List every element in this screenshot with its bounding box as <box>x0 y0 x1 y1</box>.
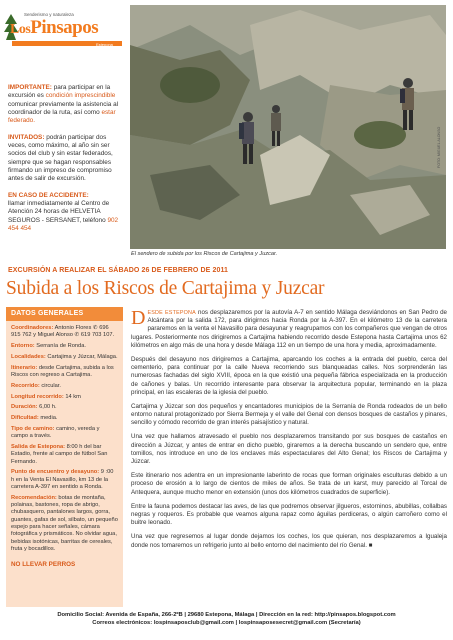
accident-text: llamar inmediatamente al Centro de Atención 24 horas de HELVETIA SEGUROS - SERSANET, teléfono <box>8 199 110 224</box>
important-note <box>8 84 126 126</box>
row-key: Punto de encuentro y desayuno: <box>11 469 100 476</box>
row-value: 8:00 h del bar Estadio, frente al campo de fútbol San Fernando. <box>11 444 108 465</box>
general-row <box>11 426 118 441</box>
row-value: Serranía de Ronda. <box>36 343 86 350</box>
row-key: Recomendación: <box>11 494 57 501</box>
article-paragraph: Cartajima y Júzcar son dos pequeños y encantadores municipios de la Serranía de Ronda rodeados de un bello entorno natural protagonizado por Sierra Bermeja y el valle del Genal con densos bosques de castaños y pinares, sencillo y cómodo recorrido de gran interés paisajístico y natural. <box>131 402 447 427</box>
photo-credit: FOTO: MIGUEL ALONSO <box>437 126 441 168</box>
row-value: 9 :00 h en la Venta El Navasillo, km 13 de la carretera A-397 en sentido a Ronda. <box>11 469 114 491</box>
row-value: media. <box>40 415 58 422</box>
club-place: Estepona <box>96 42 113 47</box>
club-logo <box>4 8 124 78</box>
article-paragraph: Una vez que hallamos atravesado el pueblo nos desplazaremos transitando por sus bosques de castaños en dirección a Júzcar, y antes de entrar en dicho pueblo, giraremos a la derecha buscando un sendero que, entre tomillos, nos introduce en uno de los enclaves más espectaculares del Alto Genal; los Riscos de Cartajima y Júzcar. <box>131 433 447 465</box>
important-highlight: condición imprescindible <box>45 92 116 100</box>
row-value: botas de montaña, polainas, bastones, ropa de abrigo, chubasquero, pantalones largos, gorra, guantes, gafas de sol, silbato, un pequeño espejo para hacer señales, cámara fotográfica y prismáticos. No olvidar agua, bebidas isotónicas, barritas de cereales, fruta y bocadillos. <box>11 494 118 552</box>
row-value: 14 km <box>65 393 81 400</box>
general-data-header: DATOS GENERALES <box>6 307 123 321</box>
general-data-box <box>6 307 123 607</box>
general-row <box>11 495 118 553</box>
club-name <box>10 17 98 39</box>
row-key: Itinerario: <box>11 364 38 371</box>
guests-note <box>8 134 126 184</box>
article-paragraph: Este itinerario nos adentra en un impresionante laberinto de rocas que forman originales esculturas debido a un proceso de erosión a lo largo de cientos de miles de años. Se trata de un karst, muy parecido al Torcal de Antequera, aunque mucho menor en extensión (unos dos kilómetros cuadrados de superficie). <box>131 472 447 496</box>
row-key: Tipo de camino: <box>11 425 55 432</box>
excursion-date-line: EXCURSIÓN A REALIZAR EL SÁBADO 26 DE FEBRERO DE 2011 <box>8 267 229 274</box>
important-text-2: comunicar previamente la asistencia al coordinador de la ruta, así como <box>8 100 119 116</box>
accident-label: EN CASO DE ACCIDENTE: <box>8 191 89 199</box>
guests-text: podrán participar dos veces, como máximo, al año sin ser socios del club y sin estar federados, siempre que se hagan responsables firmando un impreso de compromiso antes de salir de excursión. <box>8 133 113 183</box>
important-highlight-2: estar federado. <box>8 108 116 125</box>
drop-cap: D <box>131 307 146 329</box>
row-key: Salida de Estepona: <box>11 444 66 451</box>
important-label: IMPORTANTE: <box>8 84 52 91</box>
article-body <box>131 309 447 556</box>
article-paragraph: Entre la fauna podemos destacar las aves, de las que podremos observar jilgueros, estorninos, abubillas, collalbas negras y roqueros. Es probable que veamos alguna rapaz como águilas perdiceras, o algún carroñero como el buitre leonado. <box>131 502 447 527</box>
lead-smallcaps: ESDE ESTEPONA <box>147 310 196 316</box>
general-row <box>11 415 118 422</box>
trail-photo <box>130 5 446 249</box>
row-value: camino, vereda y campo a través. <box>11 425 100 440</box>
important-text: para participar en la excursión es <box>8 84 111 100</box>
guests-label: INVITADOS: <box>8 133 45 141</box>
row-value: desde Cartajima, subida a los Riscos con regreso a Cartajima. <box>11 364 114 378</box>
article-paragraph: Una vez que regresemos al lugar donde dejamos los coches, los que quieran, nos desplazaremos a Igualeja donde nos tomaremos un refrigerio junto al bello entorno del nacimiento del río Genal. ■ <box>131 533 447 549</box>
rocky-landscape-image <box>130 5 446 249</box>
article-paragraph <box>131 309 447 350</box>
accident-phone: 902 454 454 <box>8 216 119 232</box>
info-column <box>8 84 126 241</box>
row-key: Longitud recorrido: <box>11 393 64 400</box>
general-data-body <box>6 321 123 569</box>
row-value: Antonio Flores ✆ 696 915 762 y Miguel Alonso ✆ 619 703 107. <box>11 325 115 339</box>
row-key: Dificultad: <box>11 415 39 422</box>
general-row <box>11 383 118 390</box>
article-paragraph: Después del desayuno nos dirigiremos a Cartajima, aparcando los coches a la entrada del pueblo, cerca del cementerio, para continuar por la calle Nueva recorriendo sus blanqueadas calles. Nos sorprenderán las numerosas fachadas del siglo XVIII, época en la que existió una pequeña fábrica especializada en la producción de cañones y balas. Un recorrido interesante para observar la arquitectura popular, terminando en la plaza principal, en las escaleras de la iglesia del pueblo. <box>131 355 447 396</box>
general-row <box>11 404 118 411</box>
general-row <box>11 354 118 361</box>
row-key: Duración: <box>11 404 38 411</box>
footer-emails: Correos electrónicos: lospinsaposclub@gmail.com | lospinsaposesecret@gmail.com (Secretaría) <box>92 619 361 626</box>
general-row <box>11 325 118 340</box>
row-key: Coordinadores: <box>11 325 54 331</box>
general-row <box>11 444 118 466</box>
photo-caption: El sendero de subida por los Riscos de Cartajima y Juzcar. <box>131 251 278 257</box>
row-key: Entorno: <box>11 343 35 350</box>
row-value: circular. <box>41 382 61 389</box>
club-name-prefix: Los <box>10 22 31 37</box>
club-name-main: Pinsapos <box>30 17 99 38</box>
page-title: Subida a los Riscos de Cartajima y Juzcar <box>6 278 325 299</box>
page-footer <box>0 612 453 628</box>
row-value: Cartajima y Júzcar, Málaga. <box>47 353 118 360</box>
general-row <box>11 394 118 401</box>
footer-address: Domicilio Social: Avenida de España, 266-2ºB | 29680 Estepona, Málaga | Dirección en la red: http://pinsapos.blogspot.com <box>57 612 396 618</box>
row-key: Localidades: <box>11 353 46 360</box>
no-dogs-warning: NO LLEVAR PERROS <box>11 561 76 569</box>
general-row <box>11 365 118 380</box>
general-row <box>11 469 118 491</box>
accident-note <box>8 192 126 234</box>
paragraph-text: nos desplazaremos por la autovía A-7 en sentido Málaga desviándonos en San Pedro de Alcántara por la salida 172, para dirigirnos hacia Ronda por la A-397. En el kilómetro 13 de la carretera pararemos en la venta el Navasillo para desayunar y reagrupamos con los compañeros que vengan de otros lugares. Posteriormente nos dirigiremos a Cartajima habiendo recorrido desde Estepona hasta Cartajima unos 62 kilómetros en algo más de una hora y desde Málaga 112 en un tiempo de una hora y media, aproximadamente. <box>131 309 447 349</box>
row-value: 6,00 h. <box>39 404 57 411</box>
row-key: Recorrido: <box>11 382 40 389</box>
general-row <box>11 343 118 350</box>
club-tagline: Senderismo y naturaleza <box>24 12 74 17</box>
